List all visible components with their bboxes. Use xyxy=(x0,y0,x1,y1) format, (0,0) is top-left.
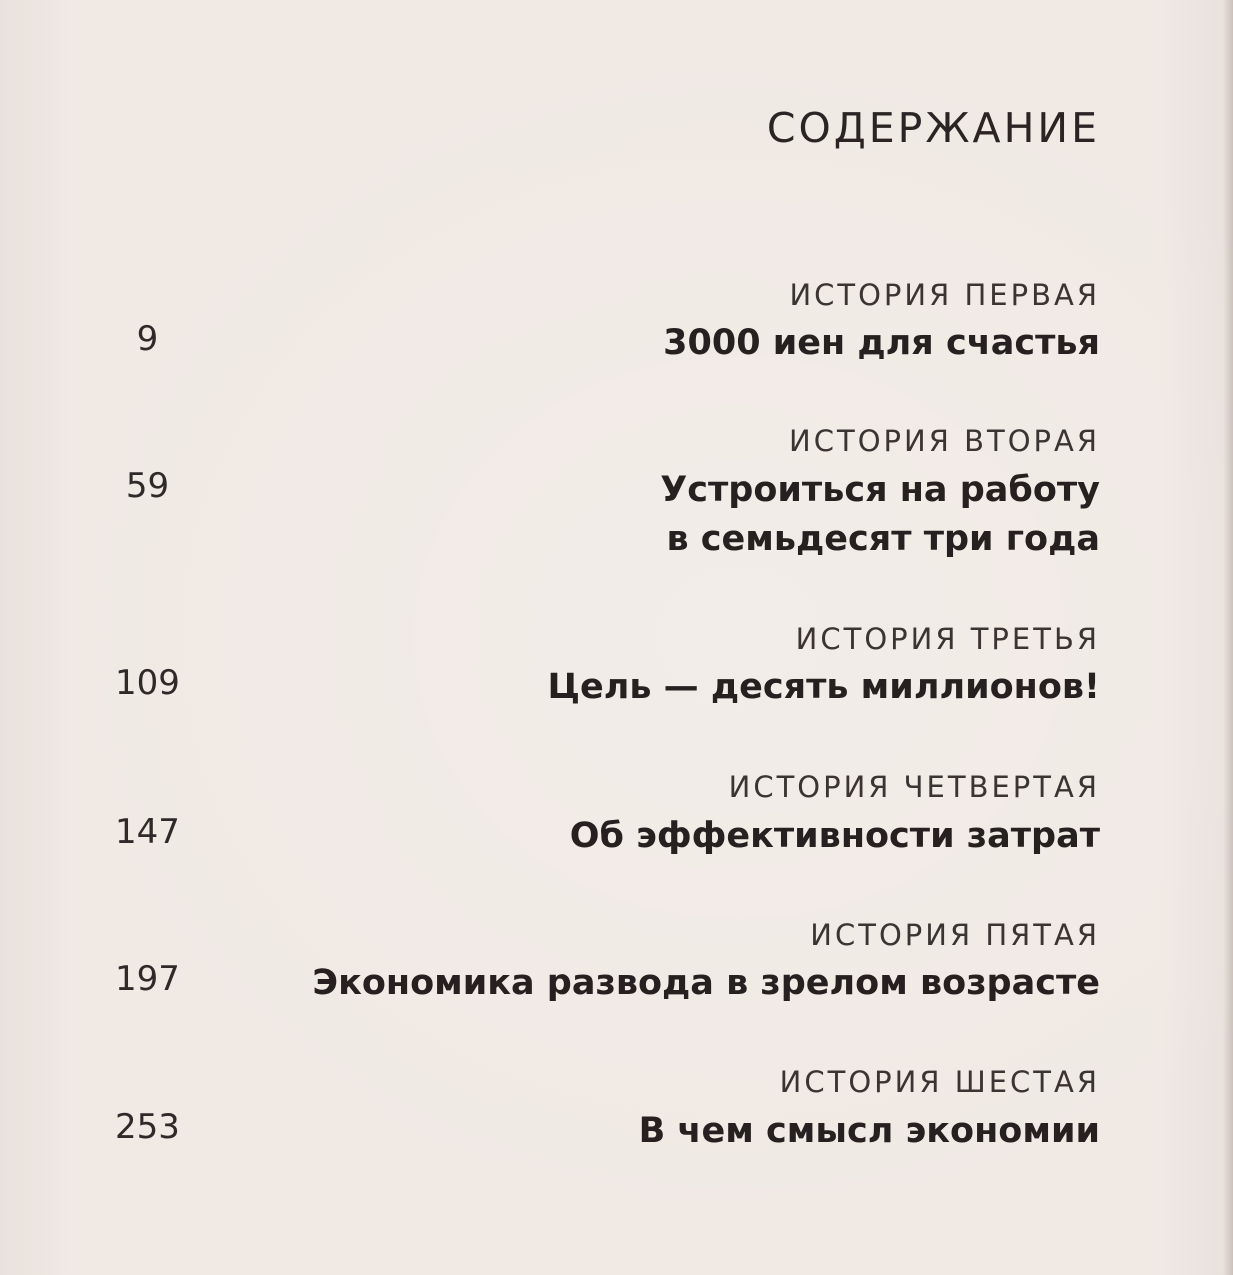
chapter-title-line: 3000 иен для счастья xyxy=(663,323,1100,363)
story-label: ИСТОРИЯ ЧЕТВЕРТАЯ xyxy=(728,770,1100,804)
page-number: 59 xyxy=(125,466,170,506)
story-label: ИСТОРИЯ ПЯТАЯ xyxy=(810,918,1100,952)
page-number: 197 xyxy=(115,959,180,999)
chapter-title-line: В чем смысл экономии xyxy=(638,1111,1100,1151)
chapter-title xyxy=(660,466,1100,564)
page-number: 9 xyxy=(136,319,159,359)
page-number: 109 xyxy=(115,663,180,703)
story-label: ИСТОРИЯ ВТОРАЯ xyxy=(789,424,1100,458)
story-label: ИСТОРИЯ ТРЕТЬЯ xyxy=(795,622,1100,656)
chapter-title xyxy=(639,1107,1100,1156)
chapter-title xyxy=(663,319,1100,368)
chapter-title-line: Об эффективности затрат xyxy=(569,816,1100,856)
page-number: 147 xyxy=(115,812,180,852)
chapter-title-line: в семьдесят три года xyxy=(666,519,1100,559)
chapter-title-line: Устроиться на работу xyxy=(660,470,1100,510)
story-label: ИСТОРИЯ ШЕСТАЯ xyxy=(779,1065,1100,1099)
chapter-title xyxy=(312,959,1100,1008)
page-number: 253 xyxy=(115,1107,180,1147)
chapter-title xyxy=(548,663,1100,712)
story-label: ИСТОРИЯ ПЕРВАЯ xyxy=(789,278,1100,312)
page-edge-shadow xyxy=(1223,0,1233,1275)
chapter-title-line: Цель — десять миллионов! xyxy=(547,667,1100,707)
chapter-title-line: Экономика развода в зрелом возрасте xyxy=(312,963,1100,1003)
chapter-title xyxy=(570,812,1100,861)
toc-heading: СОДЕРЖАНИЕ xyxy=(766,104,1100,152)
